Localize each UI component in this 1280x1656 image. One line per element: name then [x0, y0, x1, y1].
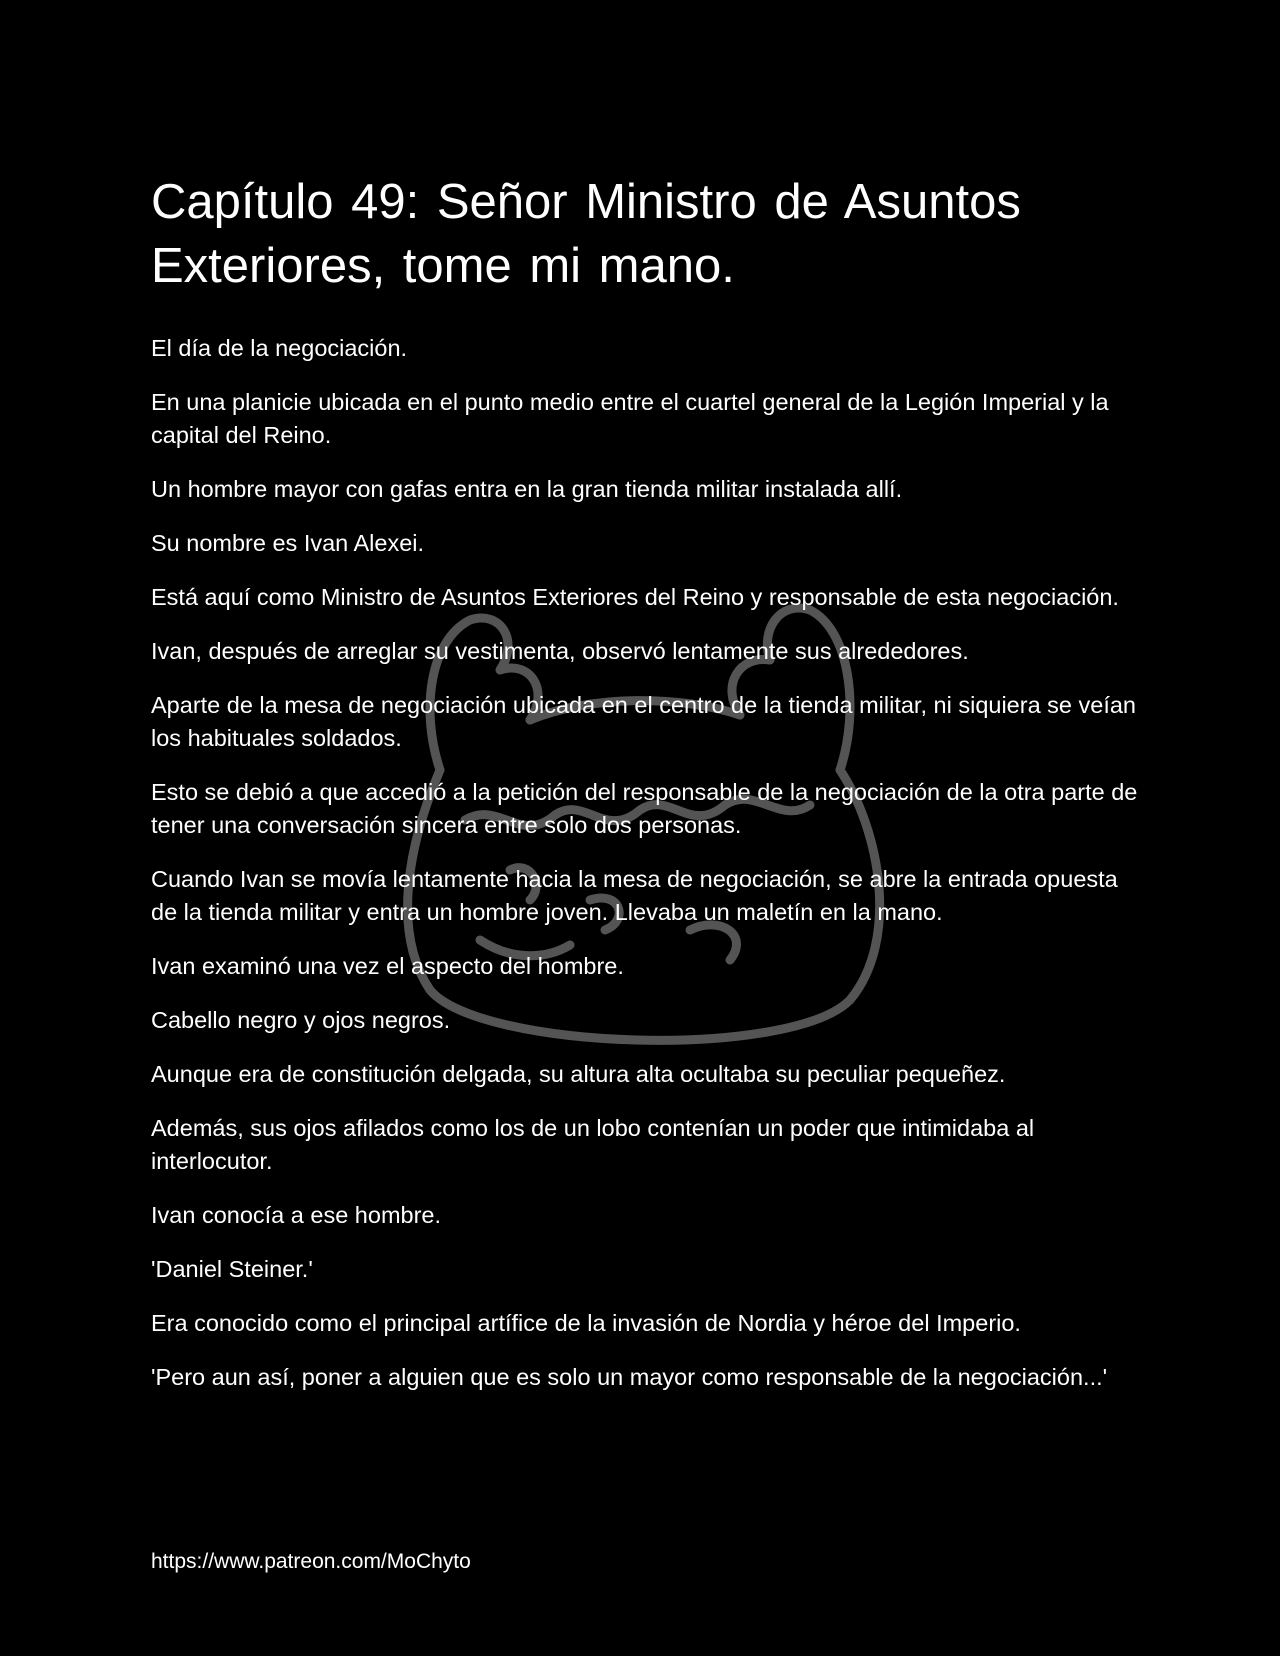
paragraph: Un hombre mayor con gafas entra en la gran tienda militar instalada allí. — [151, 476, 903, 502]
paragraph: En una planicie ubicada en el punto medio entre el cuartel general de la Legión Imperial y la capital del Reino. — [151, 389, 1109, 448]
paragraph: Cabello negro y ojos negros. — [151, 1007, 451, 1033]
document-content — [151, 170, 1141, 1415]
paragraph: Aunque era de constitución delgada, su altura alta ocultaba su peculiar pequeñez. — [151, 1061, 1006, 1087]
paragraph: El día de la negociación. — [151, 335, 408, 361]
paragraph: Aparte de la mesa de negociación ubicada en el centro de la tienda militar, ni siquiera se veían los habituales soldados. — [151, 692, 1137, 751]
paragraph: 'Daniel Steiner.' — [151, 1256, 313, 1282]
chapter-title: Capítulo 49: Señor Ministro de Asuntos Exteriores, tome mi mano. — [151, 175, 1021, 293]
paragraph: 'Pero aun así, poner a alguien que es solo un mayor como responsable de la negociación...' — [151, 1364, 1108, 1390]
patreon-link[interactable]: https://www.patreon.com/MoChyto — [151, 1550, 471, 1573]
paragraph: Está aquí como Ministro de Asuntos Exteriores del Reino y responsable de esta negociación. — [151, 584, 1119, 610]
paragraph: Además, sus ojos afilados como los de un lobo contenían un poder que intimidaba al interlocutor. — [151, 1115, 1035, 1174]
paragraph: Ivan examinó una vez el aspecto del hombre. — [151, 953, 624, 979]
paragraph: Su nombre es Ivan Alexei. — [151, 530, 425, 556]
paragraph: Ivan, después de arreglar su vestimenta, observó lentamente sus alrededores. — [151, 638, 969, 664]
paragraph: Ivan conocía a ese hombre. — [151, 1202, 442, 1228]
paragraph: Era conocido como el principal artífice de la invasión de Nordia y héroe del Imperio. — [151, 1310, 1021, 1336]
paragraph: Esto se debió a que accedió a la petición del responsable de la negociación de la otra parte de tener una conversación sincera entre solo dos personas. — [151, 779, 1138, 838]
paragraph: Cuando Ivan se movía lentamente hacia la mesa de negociación, se abre la entrada opuesta de la tienda militar y entra un hombre joven. Llevaba un maletín en la mano. — [151, 866, 1118, 925]
